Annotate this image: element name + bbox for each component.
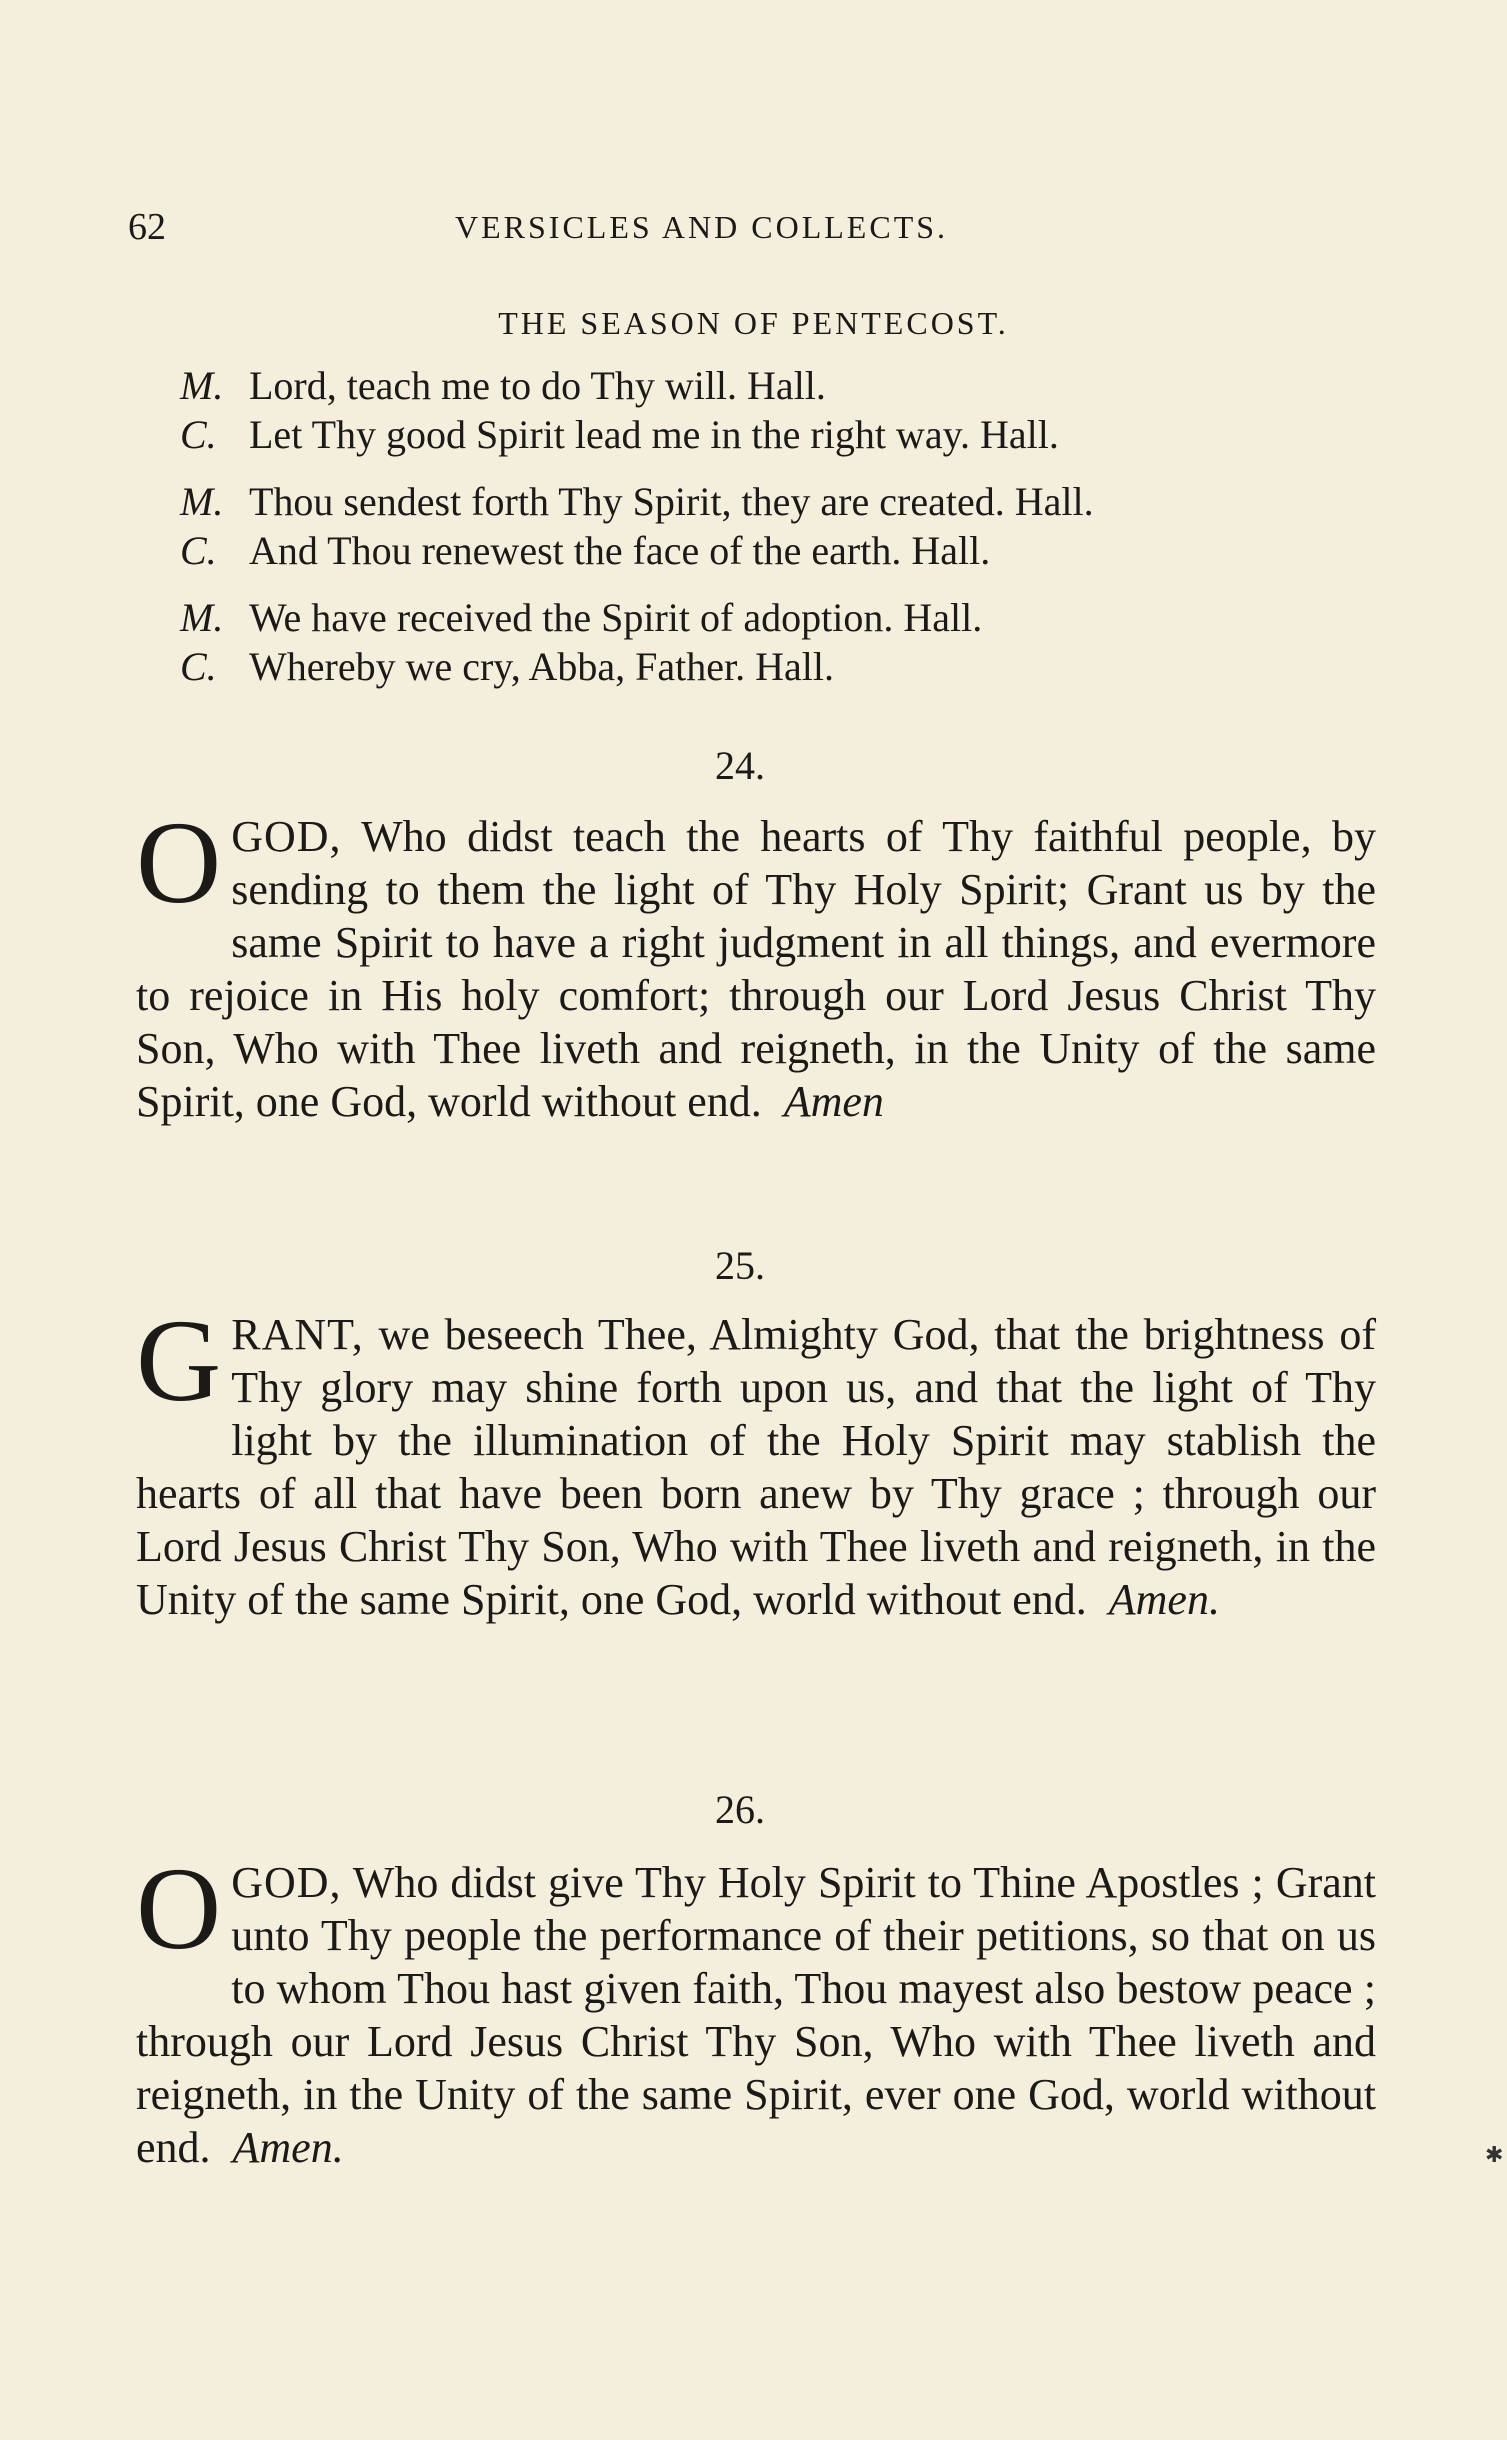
collect-body: we beseech Thee, Almighty God, that the brightness of Thy glory may shine forth upon us, and that the light of Thy light by the illumination of the Holy Spirit may stablish the hearts of all that have been born anew by Thy grace ; through our Lord Jesus Christ Thy Son, Who with Thee liveth and reigneth, in the Unity of the same Spirit, one God, world without end. <box>136 1310 1376 1624</box>
versicle-speaker: C. <box>180 528 217 573</box>
versicle-text: We have received the Spirit of adoption. Hall. <box>249 595 983 640</box>
print-mark: ✱ <box>1485 2143 1504 2168</box>
running-head <box>128 205 1378 255</box>
versicle-speaker: C. <box>180 644 217 689</box>
versicle-line <box>180 362 1380 411</box>
collect-paragraph <box>136 797 1376 1128</box>
collect-first-word: RANT, <box>231 1310 364 1359</box>
prayer-number: 26. <box>715 1787 765 1832</box>
versicles-list <box>180 362 1380 692</box>
versicle-line <box>180 594 1380 643</box>
versicle-line <box>180 527 1380 576</box>
versicle-text: And Thou renewest the face of the earth. Hall. <box>249 528 991 573</box>
collect-first-word: GOD, <box>231 1858 342 1907</box>
section-title: THE SEASON OF PENTECOST. <box>498 305 1009 341</box>
versicle-text: Thou sendest forth Thy Spirit, they are created. Hall. <box>249 479 1094 524</box>
collect-paragraph <box>136 1843 1376 2174</box>
versicle-speaker: M. <box>180 595 224 640</box>
collect-first-word: GOD, <box>231 812 342 861</box>
amen: Amen <box>783 1077 884 1126</box>
versicle-line <box>180 411 1380 460</box>
prayer-number: 25. <box>715 1243 765 1288</box>
collect-paragraph <box>136 1295 1376 1626</box>
versicle-speaker: M. <box>180 363 224 408</box>
versicle-speaker: M. <box>180 479 224 524</box>
versicle-line <box>180 643 1380 692</box>
page-number: 62 <box>128 206 166 248</box>
amen: Amen. <box>232 2123 344 2172</box>
running-title: VERSICLES AND COLLECTS. <box>455 209 949 245</box>
collect-body: Who didst teach the hearts of Thy faithful people, by sending to them the light of Thy Holy Spirit; Grant us by the same Spirit to have a right judgment in all things, and evermore to rejoice in His holy comfort; through our Lord Jesus Christ Thy Son, Who with Thee liveth and reigneth, in the Unity of the same Spirit, one God, world without end. <box>136 812 1376 1126</box>
versicle-speaker: C. <box>180 412 217 457</box>
prayer-number: 24. <box>715 743 765 788</box>
amen: Amen. <box>1108 1575 1220 1624</box>
collect-body: Who didst give Thy Holy Spirit to Thine Apostles ; Grant unto Thy people the performance of their petitions, so that on us to whom Thou hast given faith, Thou mayest also bestow peace ; through our Lord Jesus Christ Thy Son, Who with Thee liveth and reigneth, in the Unity of the same Spirit, ever one God, world without end. <box>136 1858 1376 2172</box>
drop-cap: O <box>136 1843 222 1974</box>
drop-cap: G <box>136 1295 222 1426</box>
versicle-text: Let Thy good Spirit lead me in the right way. Hall. <box>249 412 1059 457</box>
versicle-text: Whereby we cry, Abba, Father. Hall. <box>249 644 834 689</box>
versicle-line <box>180 478 1380 527</box>
drop-cap: O <box>136 797 222 928</box>
versicle-text: Lord, teach me to do Thy will. Hall. <box>249 363 826 408</box>
